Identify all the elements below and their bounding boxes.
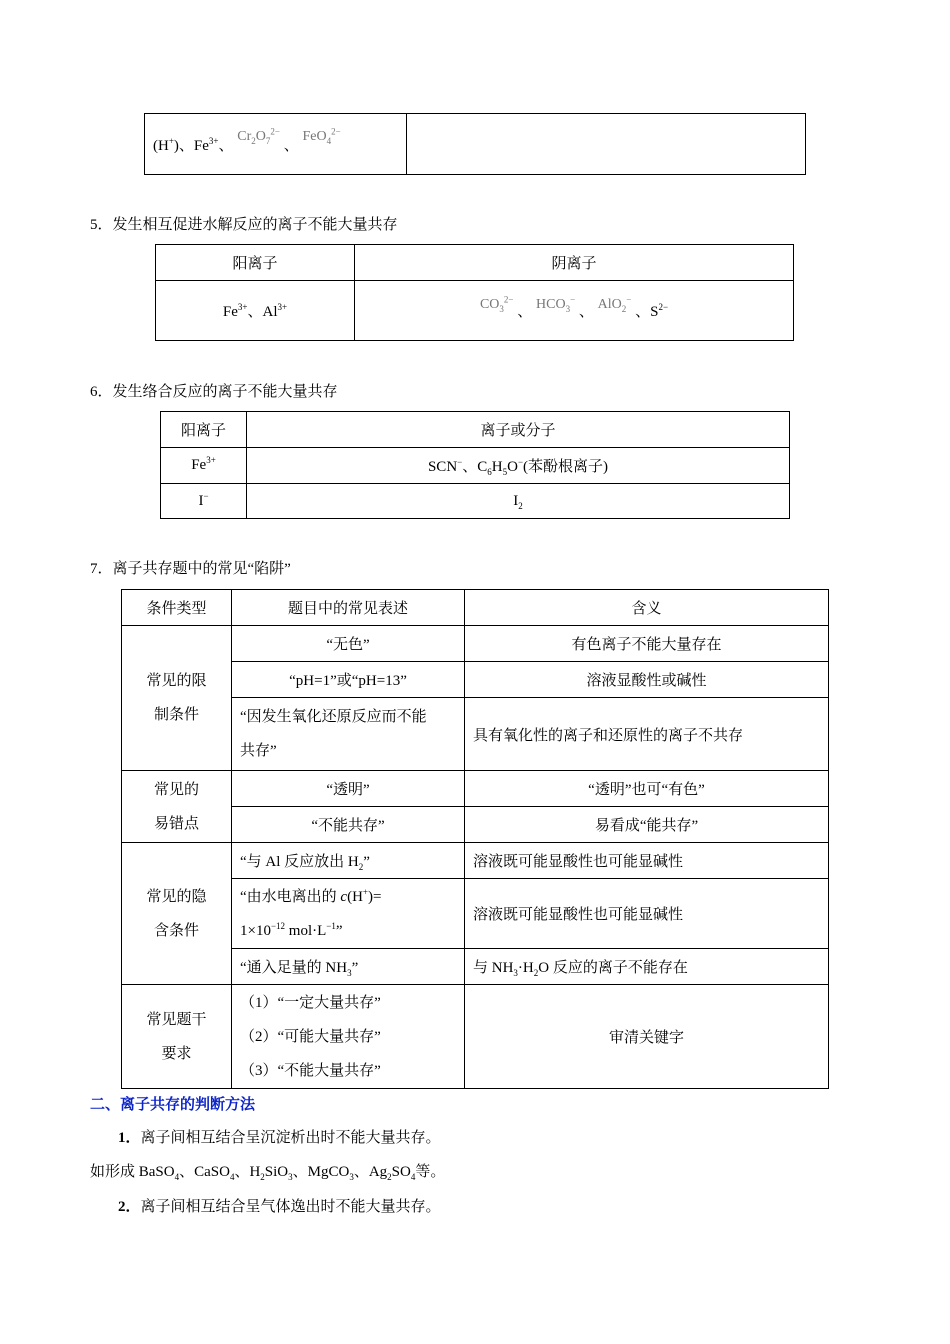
table-traps (121, 589, 829, 1089)
trap-meaning: 易看成“能共存” (465, 807, 829, 843)
section-7-heading: 7．离子共存题中的常见“陷阱” (90, 561, 291, 577)
hydrolysis-cations: $Fe^{3+}$、$Al^{3+}$ (156, 281, 355, 341)
trap-expression: “由水电离出的 c(H+)= $1\times 10^{-12}$ $mol\cdot L^{-1}$” (232, 879, 465, 949)
section-6-heading: 6．发生络合反应的离子不能大量共存 (90, 384, 338, 400)
hydrolysis-col-cation: 阳离子 (156, 245, 355, 281)
trap-meaning: 与 $NH_3\cdot H_2O$ 反应的离子不能存在 (465, 949, 829, 985)
hydrolysis-col-anion: 阴离子 (355, 245, 794, 281)
complex-i-ion: I− (161, 484, 247, 519)
traps-group-requirement: 常见题干 要求 (122, 985, 232, 1089)
cr2o7-formula: $Cr_2O_7^{2-}$ (237, 125, 280, 146)
complex-fe-partners: SCN−、$C_6H_5O^-$(苯酚根离子) (247, 448, 790, 484)
complex-i-partner: $I_2$ (247, 484, 790, 519)
part-2-heading: 二、离子共存的判断方法 (90, 1097, 256, 1113)
paragraph-2: 如形成 BaSO$_4$、CaSO$_4$、$H_2SiO_3$、MgCO$_3$、$Ag_2SO_4$等。 (90, 1164, 446, 1182)
trap-expression: “与 Al 反应放出 $H_2$” (232, 843, 465, 879)
paragraph-3: 2．离子间相互结合呈气体逸出时不能大量共存。 (118, 1199, 441, 1215)
table-hydrolysis (155, 244, 794, 341)
oxidizing-ions-empty-cell (407, 114, 806, 175)
trap-meaning: 审清关键字 (465, 985, 829, 1089)
traps-col-meaning: 含义 (465, 590, 829, 626)
oxidizing-ions-cell: (H+)、$Fe^{3+}$、 $Cr_2O_7^{2-}$ 、 FeO$_4^{2-}$ (145, 114, 407, 175)
complex-fe-ion: $Fe^{3+}$ (161, 448, 247, 484)
trap-meaning: 溶液显酸性或碱性 (465, 662, 829, 698)
table-complex (160, 411, 790, 519)
trap-meaning: 溶液既可能显酸性也可能显碱性 (465, 843, 829, 879)
paragraph-1: 1．离子间相互结合呈沉淀析出时不能大量共存。 (118, 1130, 441, 1146)
trap-meaning: 具有氧化性的离子和还原性的离子不共存 (465, 698, 829, 771)
trap-meaning: 有色离子不能大量存在 (465, 626, 829, 662)
trap-requirement-list: （1）“一定大量共存” （2）“可能大量共存” （3）“不能大量共存” (232, 985, 465, 1089)
section-5-heading: 5．发生相互促进水解反应的离子不能大量共存 (90, 217, 398, 233)
traps-col-expression: 题目中的常见表述 (232, 590, 465, 626)
trap-expression: “pH=1”或“pH=13” (232, 662, 465, 698)
trap-meaning: “透明”也可“有色” (465, 771, 829, 807)
hydrolysis-anions: $CO_3^{2-}$ 、 $HCO_3^-$ 、 AlO$_2$− 、$S^{2-}$ (355, 281, 794, 341)
traps-col-type: 条件类型 (122, 590, 232, 626)
feo4-formula: FeO$_4^{2-}$ (302, 125, 341, 146)
table-oxidizing-ions (144, 113, 806, 175)
trap-expression: “不能共存” (232, 807, 465, 843)
trap-expression: “透明” (232, 771, 465, 807)
complex-col-cation: 阳离子 (161, 412, 247, 448)
complex-col-species: 离子或分子 (247, 412, 790, 448)
trap-meaning: 溶液既可能显酸性也可能显碱性 (465, 879, 829, 949)
traps-group-restriction: 常见的限 制条件 (122, 626, 232, 771)
trap-expression: “因发生氧化还原反应而不能 共存” (232, 698, 465, 771)
traps-group-pitfall: 常见的 易错点 (122, 771, 232, 843)
traps-group-implicit: 常见的隐 含条件 (122, 843, 232, 985)
trap-expression: “无色” (232, 626, 465, 662)
trap-expression: “通入足量的 $NH_3$” (232, 949, 465, 985)
